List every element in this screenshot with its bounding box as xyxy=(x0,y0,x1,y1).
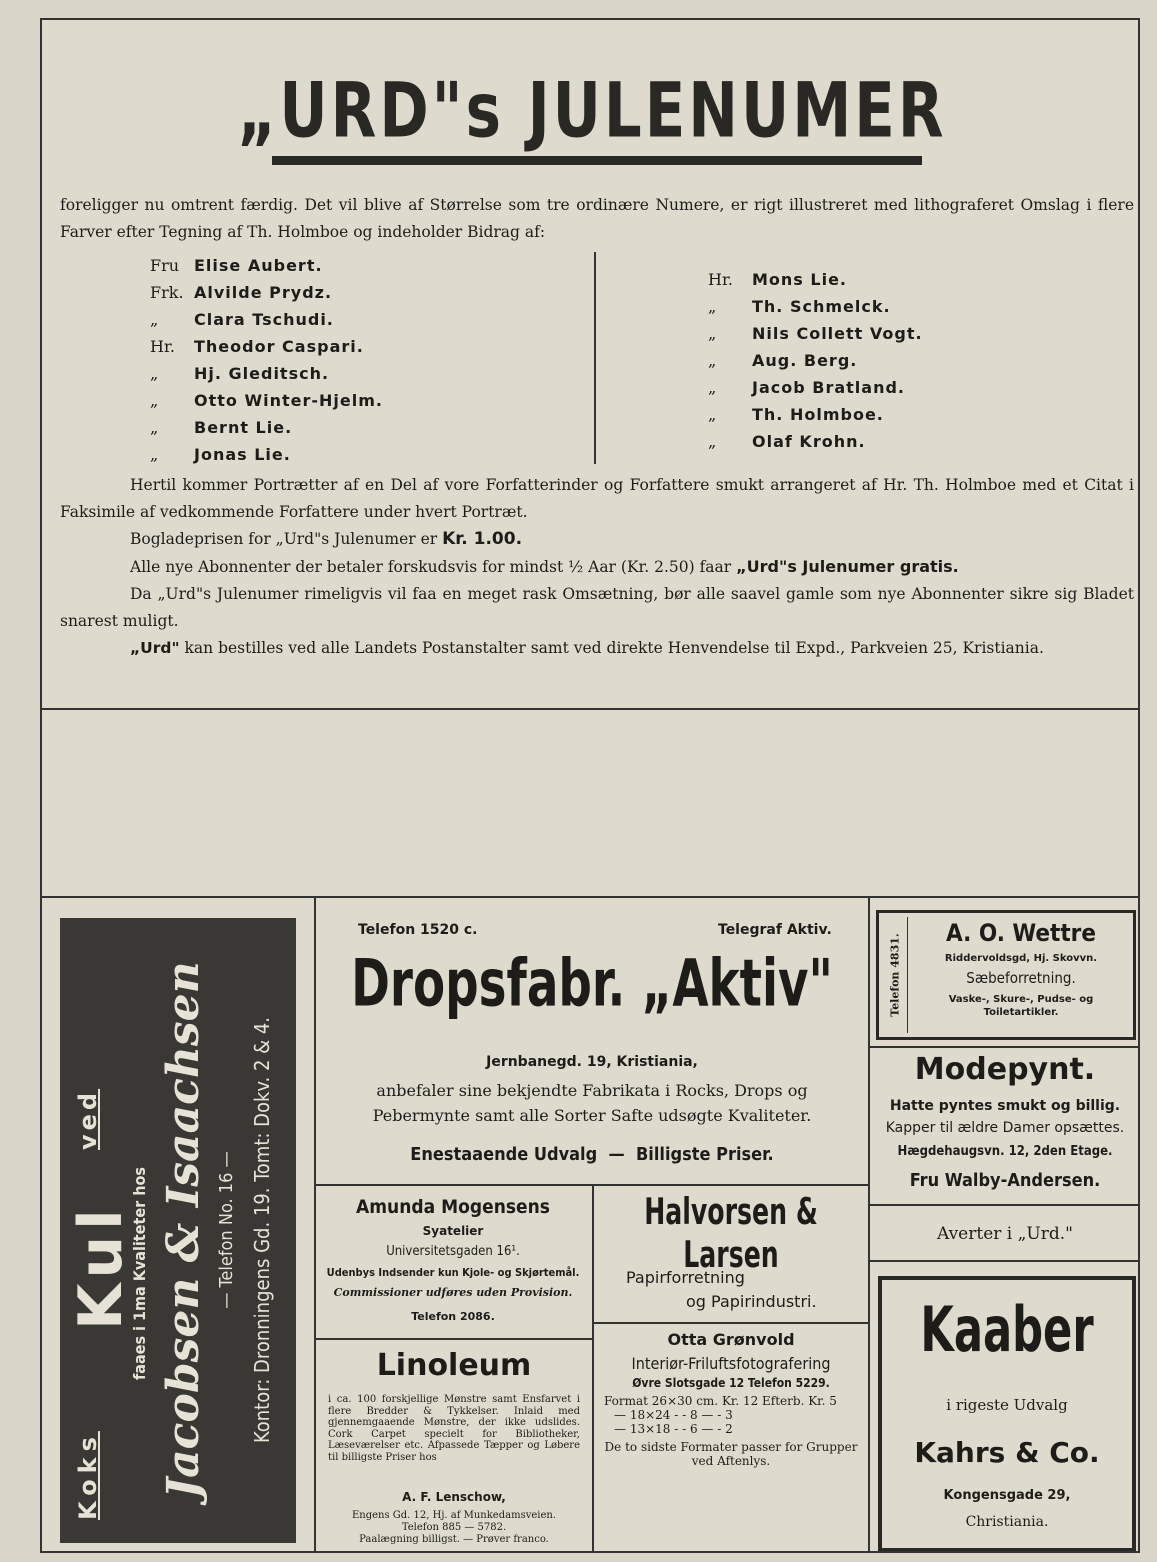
otta-row: — 18×24 - - 8 — - 3 xyxy=(614,1408,733,1422)
ad-wettre xyxy=(876,910,1136,1040)
contributor-name: Alvilde Prydz. xyxy=(194,283,333,302)
ad-coal-rotated xyxy=(60,930,296,1530)
section-divider-ads xyxy=(42,896,1140,898)
ad-aktiv xyxy=(318,908,866,1186)
ad-kaaber xyxy=(878,1276,1136,1552)
linoleum-footer: Paalægning billigst. — Prøver franco. xyxy=(359,1534,549,1545)
linoleum-address: Engens Gd. 12, Hj. af Munkedamsveien. xyxy=(351,1510,557,1521)
amunda-type: Syatelier xyxy=(422,1224,484,1238)
kaaber-address: Kongensgade 29, xyxy=(943,1488,1071,1503)
section-divider-upper xyxy=(42,708,1140,710)
amunda-line2: Commissioner udføres uden Provision. xyxy=(333,1286,573,1299)
contributor-prefix: „ xyxy=(150,418,159,437)
modepynt-line2: Kapper til ældre Damer opsættes. xyxy=(885,1120,1125,1136)
contributor-prefix: Hr. xyxy=(708,270,733,289)
coal-kul: Kul xyxy=(66,1203,136,1330)
linoleum-title: Linoleum xyxy=(376,1348,532,1383)
contributor-row xyxy=(150,252,570,279)
contributor-prefix: Fru xyxy=(150,256,180,275)
ad-averter: Averter i „Urd." xyxy=(936,1224,1073,1244)
subscribers-offer: „Urd"s Julenumer gratis. xyxy=(736,557,959,576)
wettre-name: A. O. Wettre xyxy=(946,919,1096,947)
modepynt-title: Modepynt. xyxy=(914,1052,1096,1087)
contributor-row xyxy=(150,414,570,441)
contributor-prefix: Frk. xyxy=(150,283,184,302)
contributor-row xyxy=(708,320,1128,347)
contributor-prefix: „ xyxy=(150,364,159,383)
amunda-telefon: Telefon 2086. xyxy=(411,1310,495,1323)
kaaber-firm: Kahrs & Co. xyxy=(914,1436,1100,1469)
contributor-name: Otto Winter-Hjelm. xyxy=(194,391,383,410)
aktiv-telegraf: Telegraf Aktiv. xyxy=(718,922,832,938)
aktiv-slogan xyxy=(318,1144,866,1165)
otta-row: — 13×18 - - 6 — - 2 xyxy=(614,1422,733,1436)
coal-telefon: — Telefon No. 16 — xyxy=(216,1151,237,1309)
contributors-left xyxy=(150,252,570,468)
contributor-name: Jacob Bratland. xyxy=(752,378,905,397)
contributor-name: Th. Holmboe. xyxy=(752,405,884,424)
otta-footer: De to sidste Formater passer for Grupper ved Aftenlys. xyxy=(604,1440,858,1468)
coal-ved: ved xyxy=(74,1088,102,1150)
aktiv-slogan-left: Enestaaende Udvalg xyxy=(410,1144,598,1165)
paragraph-price xyxy=(60,526,1134,553)
newspaper-page xyxy=(40,18,1140,1553)
otta-rows xyxy=(604,1394,864,1436)
ad-modepynt xyxy=(870,1050,1140,1202)
contributor-prefix: „ xyxy=(150,310,159,329)
title-underline xyxy=(272,156,922,165)
contributor-row xyxy=(150,333,570,360)
paragraph-subscribers xyxy=(60,553,1134,581)
contributor-name: Jonas Lie. xyxy=(194,445,291,464)
coal-koks: Koks xyxy=(74,1431,102,1520)
coal-firm: Jacobsen & Isaachsen xyxy=(158,961,209,1499)
price-text: Bogladeprisen for „Urd"s Julenumer er xyxy=(130,530,438,548)
contributor-row xyxy=(708,293,1128,320)
otta-type: Interiør-Friluftsfotografering xyxy=(631,1354,831,1373)
contributor-name: Mons Lie. xyxy=(752,270,848,289)
contributor-prefix: „ xyxy=(708,378,717,397)
ad-halvorsen xyxy=(596,1190,866,1320)
contributor-prefix: „ xyxy=(708,432,717,451)
coal-kontor: Kontor: Dronningens Gd. 19. Tomt: Dokv. 2 & 4. xyxy=(250,1016,274,1444)
wettre-address: Riddervoldsgd, Hj. Skovvn. xyxy=(944,953,1098,964)
order-brand: „Urd" xyxy=(130,639,180,657)
contributor-prefix: „ xyxy=(708,297,717,316)
kaaber-city: Christiania. xyxy=(965,1514,1049,1530)
contributor-name: Aug. Berg. xyxy=(752,351,858,370)
contributor-name: Olaf Krohn. xyxy=(752,432,866,451)
contributor-row xyxy=(150,279,570,306)
order-text: kan bestilles ved alle Landets Postanstalter samt ved direkte Henvendelse til Expd., Parkveien 25, Kristiania. xyxy=(184,639,1044,657)
ad-otta xyxy=(596,1326,866,1496)
contributor-name: Elise Aubert. xyxy=(194,256,323,275)
contributor-name: Clara Tschudi. xyxy=(194,310,334,329)
contributor-prefix: „ xyxy=(708,351,717,370)
contributor-row xyxy=(708,347,1128,374)
linoleum-text: i ca. 100 forskjellige Mønstre samt Ensfarvet i flere Bredder & Tykkelser. Inlaid med gjennemgaaende Mønstre, der ikke udslides. Cork Carpet specielt for Bibliotheker, Læseværelser etc. Afpassede Tæpper og Løbere til billigste Priser hos xyxy=(328,1394,580,1463)
contributor-prefix: „ xyxy=(150,391,159,410)
contributor-prefix: Hr. xyxy=(150,337,175,356)
modepynt-line1: Hatte pyntes smukt og billig. xyxy=(889,1098,1121,1114)
linoleum-telefon: Telefon 885 — 5782. xyxy=(401,1522,507,1533)
kaaber-name: Kaaber xyxy=(920,1293,1094,1367)
paragraph-sales: Da „Urd"s Julenumer rimeligvis vil faa en meget rask Omsætning, bør alle saavel gamle som nye Abonnenter sikre sig Bladet snarest muligt. xyxy=(60,585,1134,630)
contributor-row xyxy=(708,428,1128,455)
contributor-row xyxy=(708,266,1128,293)
wettre-goods: Vaske-, Skure-, Pudse- og Toiletartikler. xyxy=(948,994,1094,1018)
aktiv-address: Jernbanegd. 19, Kristiania, xyxy=(486,1054,698,1070)
wettre-side: Telefon 4831. xyxy=(888,933,902,1017)
contributor-prefix: „ xyxy=(708,324,717,343)
contributor-row xyxy=(150,387,570,414)
halvorsen-line2: og Papirindustri. xyxy=(686,1292,817,1311)
column-divider xyxy=(594,252,596,464)
subscribers-text: Alle nye Abonnenter der betaler forskudsvis for mindst ½ Aar (Kr. 2.50) faar xyxy=(130,558,732,576)
contributor-row xyxy=(150,441,570,468)
aktiv-name: Dropsfabr. „Aktiv" xyxy=(351,946,833,1022)
kaaber-line1: i rigeste Udvalg xyxy=(946,1396,1068,1414)
ad-divider-3 xyxy=(592,1186,594,1553)
modepynt-name: Fru Walby-Andersen. xyxy=(909,1170,1101,1191)
contributor-name: Bernt Lie. xyxy=(194,418,293,437)
ad-linoleum xyxy=(318,1342,590,1552)
wettre-type: Sæbeforretning. xyxy=(966,969,1076,987)
halvorsen-name: Halvorsen & Larsen xyxy=(644,1190,818,1276)
amunda-name: Amunda Mogensens xyxy=(356,1196,550,1218)
contributor-name: Th. Schmelck. xyxy=(752,297,891,316)
intro-paragraph: foreligger nu omtrent færdig. Det vil blive af Størrelse som tre ordinære Numere, er rigt illustreret med lithograferet Omslag i flere Farver efter Tegning af Th. Holmboe og indeholder Bidrag af: xyxy=(60,196,1134,241)
paragraph-portraits: Hertil kommer Portrætter af en Del af vore Forfatterinder og Forfattere smukt arrangeret af Hr. Th. Holmboe med et Citat i Faksimile af vedkommende Forfattere under hvert Portræt. xyxy=(60,476,1134,521)
contributor-prefix: „ xyxy=(708,405,717,424)
coal-faaes: faaes i 1ma Kvaliteter hos xyxy=(130,1167,149,1380)
price-value: Kr. 1.00. xyxy=(442,529,523,549)
contributor-row xyxy=(150,360,570,387)
ad-coal xyxy=(60,918,296,1543)
amunda-line1: Udenbys Indsender kun Kjole- og Skjørtemål. xyxy=(326,1266,580,1279)
body-text xyxy=(60,472,1134,662)
contributor-name: Theodor Caspari. xyxy=(194,337,364,356)
contributor-name: Hj. Gleditsch. xyxy=(194,364,330,383)
amunda-address: Universitetsgaden 16¹. xyxy=(386,1244,520,1259)
otta-address: Øvre Slotsgade 12 Telefon 5229. xyxy=(632,1376,830,1390)
contributors-right xyxy=(708,266,1128,455)
ad-divider-1 xyxy=(314,898,316,1553)
aktiv-slogan-dash: — xyxy=(608,1144,625,1165)
otta-row: Format 26×30 cm. Kr. 12 Efterb. Kr. 5 xyxy=(604,1394,837,1408)
modepynt-address: Hægdehaugsvn. 12, 2den Etage. xyxy=(897,1144,1113,1159)
paragraph-order xyxy=(60,635,1134,662)
aktiv-slogan-right: Billigste Priser. xyxy=(635,1144,774,1165)
contributor-row xyxy=(708,401,1128,428)
contributor-name: Nils Collett Vogt. xyxy=(752,324,923,343)
ad-amunda xyxy=(318,1190,588,1336)
page-title: „URD"s JULENUMER xyxy=(237,66,947,155)
otta-name: Otta Grønvold xyxy=(667,1330,795,1349)
aktiv-text: anbefaler sine bekjendte Fabrikata i Rocks, Drops og Pebermynte samt alle Sorter Safte udsøgte Kvaliteter. xyxy=(372,1081,812,1125)
halvorsen-line1: Papirforretning xyxy=(626,1268,745,1287)
contributor-prefix: „ xyxy=(150,445,159,464)
linoleum-firm: A. F. Lenschow, xyxy=(402,1490,506,1504)
contributor-row xyxy=(708,374,1128,401)
contributor-row xyxy=(150,306,570,333)
aktiv-telefon: Telefon 1520 c. xyxy=(358,922,478,938)
